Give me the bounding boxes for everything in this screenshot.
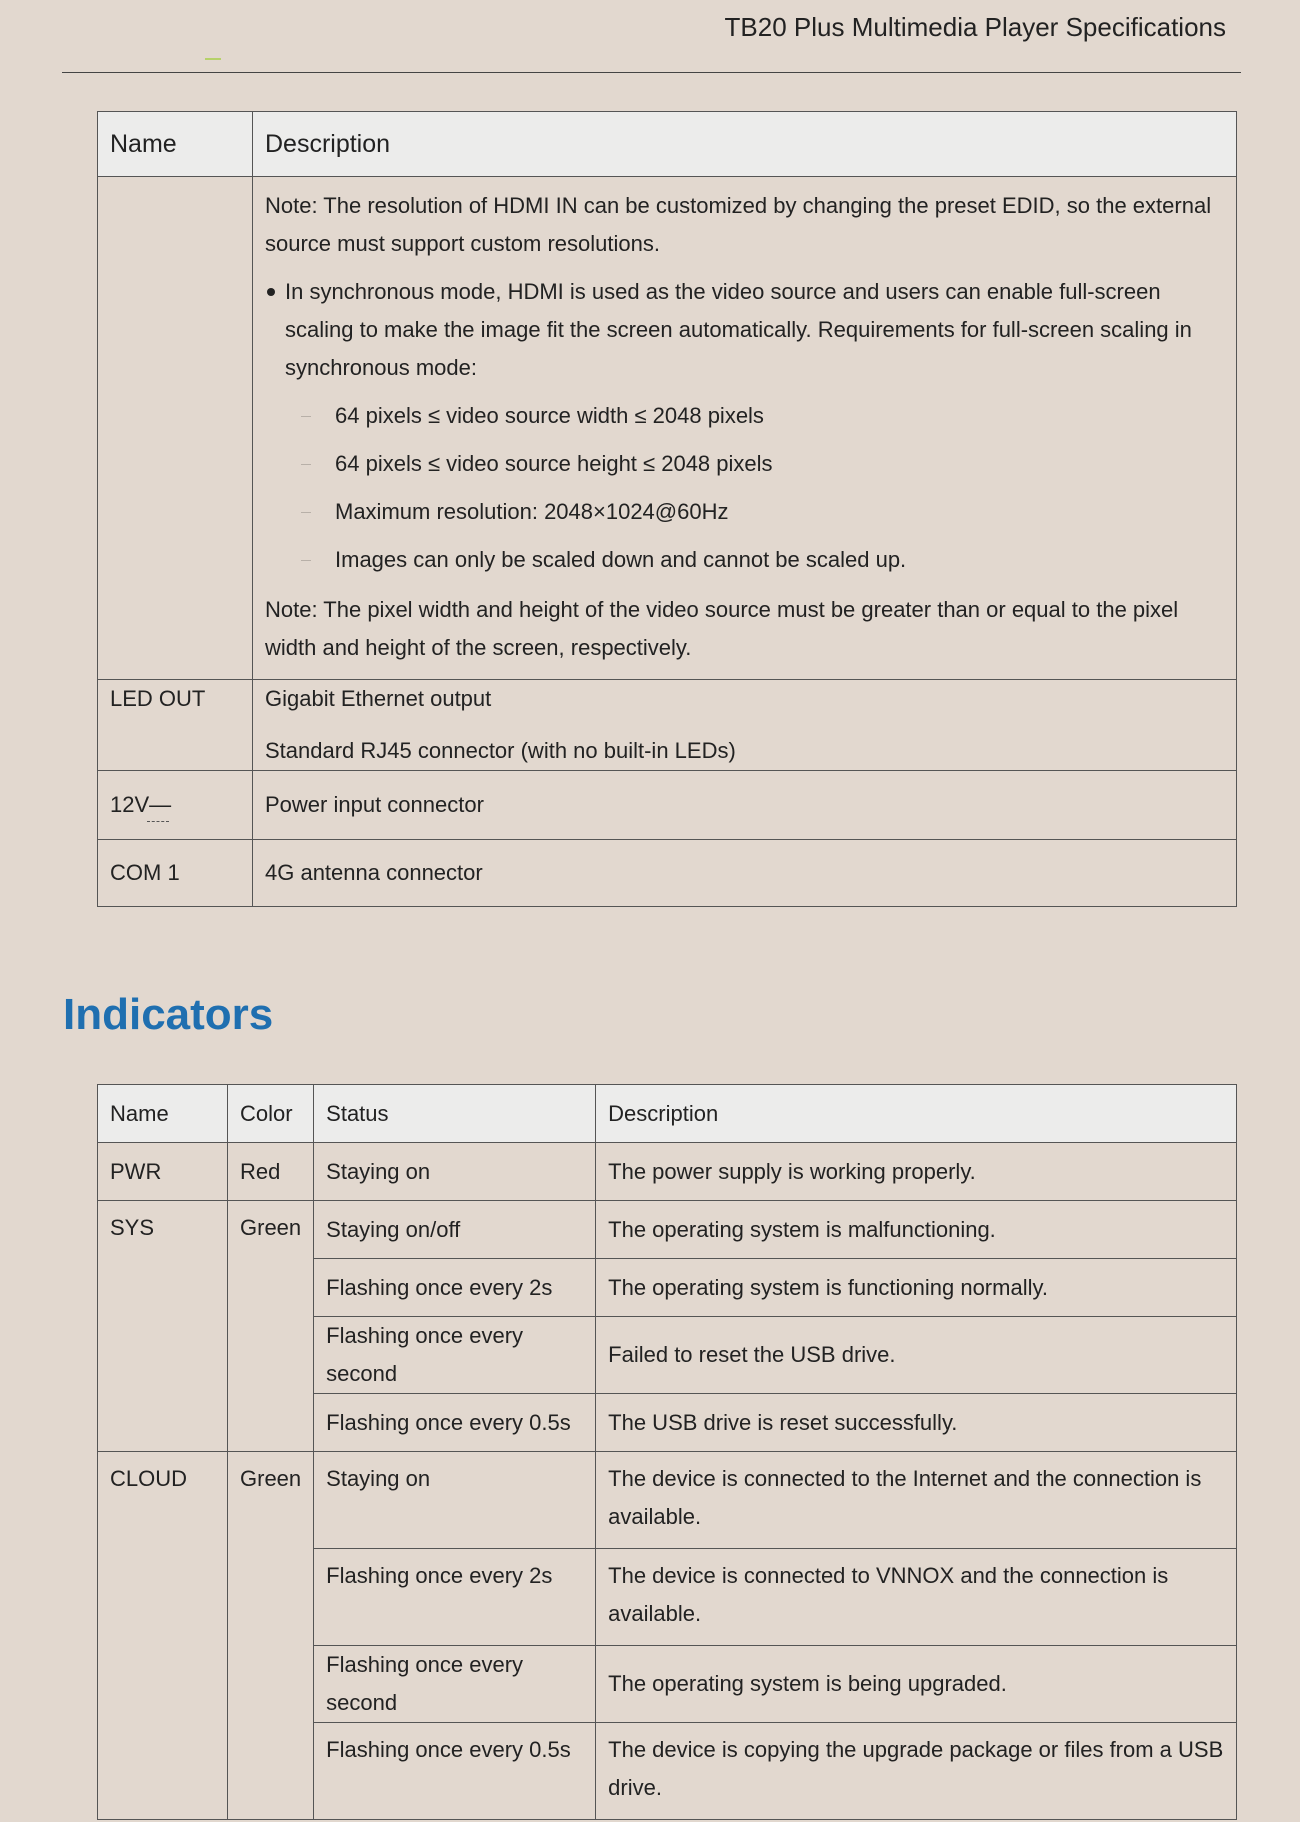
indicator-description-cell: The operating system is being upgraded. xyxy=(596,1646,1237,1723)
name-cell xyxy=(98,177,253,680)
header-accent-mark xyxy=(205,58,221,60)
table-row xyxy=(98,840,1237,907)
indicator-name-cell: SYS xyxy=(98,1201,228,1452)
table-row xyxy=(98,680,1237,771)
table-row xyxy=(98,1143,1237,1201)
table-row xyxy=(98,1452,1237,1549)
hdmi-requirement-item: Maximum resolution: 2048×1024@60Hz xyxy=(265,493,1224,531)
indicator-description-cell: The operating system is functioning normally. xyxy=(596,1259,1237,1317)
header-divider xyxy=(62,72,1241,73)
hdmi-sync-bullet: In synchronous mode, HDMI is used as the video source and users can enable full-screen scaling to make the image fit the screen automatically. Requirements for full-screen scaling in synchronous mode: xyxy=(265,273,1224,387)
hdmi-note-edid: Note: The resolution of HDMI IN can be customized by changing the preset EDID, so the external source must support custom resolutions. xyxy=(265,193,1212,256)
indicator-status-cell: Flashing once every second xyxy=(314,1317,596,1394)
indicator-color-cell: Red xyxy=(228,1143,314,1201)
indicator-status-cell: Staying on xyxy=(314,1143,596,1201)
indicator-description-cell: The USB drive is reset successfully. xyxy=(596,1394,1237,1452)
indicator-status-cell: Flashing once every 2s xyxy=(314,1549,596,1646)
name-cell: LED OUT xyxy=(98,680,253,771)
indicator-description-cell: The device is copying the upgrade package or files from a USB drive. xyxy=(596,1723,1237,1820)
indicator-name-cell: PWR xyxy=(98,1143,228,1201)
description-line: Gigabit Ethernet output xyxy=(265,686,492,711)
column-header-status: Status xyxy=(314,1085,596,1143)
name-cell: COM 1 xyxy=(98,840,253,907)
hdmi-requirement-item: 64 pixels ≤ video source height ≤ 2048 pixels xyxy=(265,445,1224,483)
dc-power-label: 12V— xyxy=(110,786,171,824)
indicator-color-cell: Green xyxy=(228,1201,314,1452)
indicator-status-cell: Flashing once every 0.5s xyxy=(314,1723,596,1820)
indicators-table xyxy=(97,1084,1237,1820)
indicator-color-cell: Green xyxy=(228,1452,314,1820)
description-cell: 4G antenna connector xyxy=(253,840,1237,907)
description-cell: Power input connector xyxy=(253,771,1237,840)
indicator-description-cell: The operating system is malfunctioning. xyxy=(596,1201,1237,1259)
table-header-row xyxy=(98,112,1237,177)
hdmi-requirement-item: 64 pixels ≤ video source width ≤ 2048 pixels xyxy=(265,397,1224,435)
indicator-status-cell: Flashing once every second xyxy=(314,1646,596,1723)
column-header-color: Color xyxy=(228,1085,314,1143)
column-header-name: Name xyxy=(98,112,253,177)
table-row xyxy=(98,771,1237,840)
section-heading-indicators: Indicators xyxy=(63,990,274,1039)
description-line: Standard RJ45 connector (with no built-in LEDs) xyxy=(265,738,736,763)
document-header-title: TB20 Plus Multimedia Player Specifications xyxy=(724,12,1226,42)
table-row xyxy=(98,177,1237,680)
table-row xyxy=(98,1201,1237,1259)
column-header-name: Name xyxy=(98,1085,228,1143)
indicator-status-cell: Flashing once every 2s xyxy=(314,1259,596,1317)
name-cell xyxy=(98,771,253,840)
indicator-name-cell: CLOUD xyxy=(98,1452,228,1820)
table-header-row xyxy=(98,1085,1237,1143)
indicator-status-cell: Flashing once every 0.5s xyxy=(314,1394,596,1452)
indicator-description-cell: The device is connected to the Internet and the connection is available. xyxy=(596,1452,1237,1549)
hdmi-note-pixel-size: Note: The pixel width and height of the video source must be greater than or equal to the pixel width and height of the screen, respectively. xyxy=(265,597,1179,660)
indicator-description-cell: The power supply is working properly. xyxy=(596,1143,1237,1201)
description-cell xyxy=(253,680,1237,771)
hdmi-requirement-item: Images can only be scaled down and cannot be scaled up. xyxy=(265,541,1224,579)
column-header-description: Description xyxy=(253,112,1237,177)
indicator-status-cell: Staying on xyxy=(314,1452,596,1549)
indicator-status-cell: Staying on/off xyxy=(314,1201,596,1259)
hdmi-description-cell xyxy=(253,177,1237,680)
indicator-description-cell: The device is connected to VNNOX and the connection is available. xyxy=(596,1549,1237,1646)
indicator-description-cell: Failed to reset the USB drive. xyxy=(596,1317,1237,1394)
interfaces-table xyxy=(97,111,1237,907)
column-header-description: Description xyxy=(596,1085,1237,1143)
